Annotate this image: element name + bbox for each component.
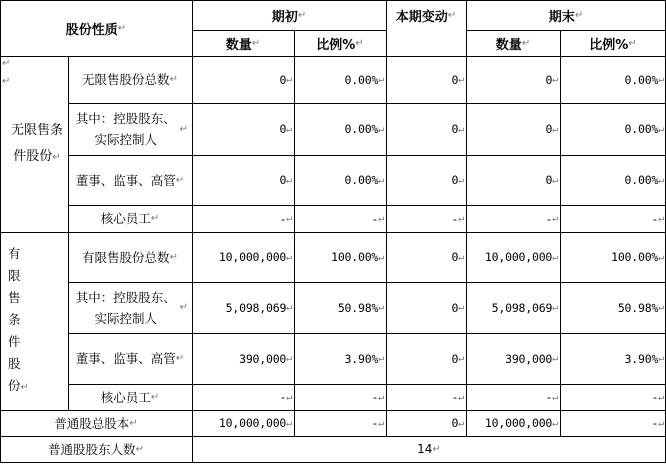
- total-open-ratio: - ↵: [371, 416, 384, 430]
- row-open-ratio: 0.00% ↵: [344, 72, 384, 87]
- row-open-ratio: 3.90% ↵: [344, 351, 384, 366]
- row-open-ratio: 100.00% ↵: [331, 250, 384, 264]
- row-open-ratio: 0.00% ↵: [344, 122, 384, 136]
- group-restricted-label: 有 限 售 条 件 股 份↵: [8, 246, 29, 393]
- row-close-ratio: 3.90% ↵: [624, 351, 664, 366]
- header-opening-qty: 数量 ↵: [225, 37, 261, 53]
- row-close-qty: 10,000,000 ↵: [484, 250, 558, 264]
- row-close-qty: 5,098,069 ↵: [491, 300, 558, 315]
- row-open-qty: 0 ↵: [279, 173, 292, 187]
- row-close-qty: 0 ↵: [545, 173, 558, 187]
- row-open-qty: - ↵: [279, 211, 292, 226]
- row-change: 0 ↵: [451, 300, 464, 315]
- row-open-qty: 0 ↵: [279, 72, 292, 87]
- row-close-qty: 390,000 ↵: [505, 351, 558, 366]
- total-close-qty: 10,000,000 ↵: [484, 416, 558, 430]
- holder-count-label: 普通股股东人数 ↵: [48, 441, 144, 457]
- header-period-change: 本期变动 ↵: [395, 9, 457, 25]
- row-close-ratio: - ↵: [651, 211, 664, 226]
- row-close-qty: 0 ↵: [545, 122, 558, 136]
- row-change: - ↵: [451, 211, 464, 226]
- row-label: 其中：控股股东、实际控制人 ↵: [75, 289, 188, 326]
- row-close-ratio: 50.98% ↵: [617, 300, 664, 315]
- row-close-ratio: 0.00% ↵: [624, 122, 664, 136]
- header-opening: 期初 ↵: [271, 9, 307, 25]
- row-close-ratio: 0.00% ↵: [624, 173, 664, 187]
- row-change: 0 ↵: [451, 250, 464, 264]
- row-change: 0 ↵: [451, 72, 464, 87]
- header-opening-ratio: 比例% ↵: [316, 37, 364, 53]
- row-close-qty: - ↵: [545, 211, 558, 226]
- row-label: 核心员工 ↵: [100, 389, 160, 405]
- row-open-ratio: - ↵: [371, 390, 384, 404]
- row-open-qty: 5,098,069 ↵: [225, 300, 292, 315]
- header-closing: 期末 ↵: [548, 9, 584, 25]
- header-share-nature: 股份性质 ↵: [65, 22, 127, 38]
- row-label: 其中：控股股东、实际控制人 ↵: [75, 111, 188, 147]
- row-change: 0 ↵: [451, 122, 464, 136]
- row-close-qty: 0 ↵: [545, 72, 558, 87]
- row-open-qty: 0 ↵: [279, 122, 292, 136]
- row-label: 有限售股份总数 ↵: [82, 249, 178, 265]
- row-close-ratio: 0.00% ↵: [624, 72, 664, 87]
- row-open-qty: 390,000 ↵: [239, 351, 292, 366]
- row-label: 无限售股份总数 ↵: [82, 72, 178, 87]
- row-change: 0 ↵: [451, 351, 464, 366]
- row-label: 董事、监事、高管 ↵: [75, 351, 185, 366]
- row-open-qty: - ↵: [279, 390, 292, 404]
- row-open-qty: 10,000,000 ↵: [218, 250, 292, 264]
- header-closing-qty: 数量 ↵: [495, 37, 531, 53]
- row-change: 0 ↵: [451, 173, 464, 187]
- row-open-ratio: 50.98% ↵: [337, 300, 384, 315]
- row-change: - ↵: [451, 390, 464, 404]
- total-share-capital-label: 普通股总股本 ↵: [54, 415, 138, 431]
- total-open-qty: 10,000,000 ↵: [218, 416, 292, 430]
- row-close-ratio: - ↵: [651, 390, 664, 404]
- holder-count-value: 14 ↵: [417, 442, 441, 456]
- row-open-ratio: 0.00% ↵: [344, 173, 384, 187]
- header-closing-ratio: 比例% ↵: [589, 37, 637, 53]
- row-open-ratio: - ↵: [371, 211, 384, 226]
- group-unrestricted-label: ↵ ↵ 无限售条件股份↵: [2, 58, 63, 164]
- total-close-ratio: - ↵: [651, 416, 664, 430]
- row-close-ratio: 100.00% ↵: [611, 250, 664, 264]
- row-label: 董事、监事、高管 ↵: [75, 172, 185, 188]
- total-change: 0 ↵: [451, 416, 464, 430]
- row-label: 核心员工 ↵: [100, 211, 160, 226]
- row-close-qty: - ↵: [545, 390, 558, 404]
